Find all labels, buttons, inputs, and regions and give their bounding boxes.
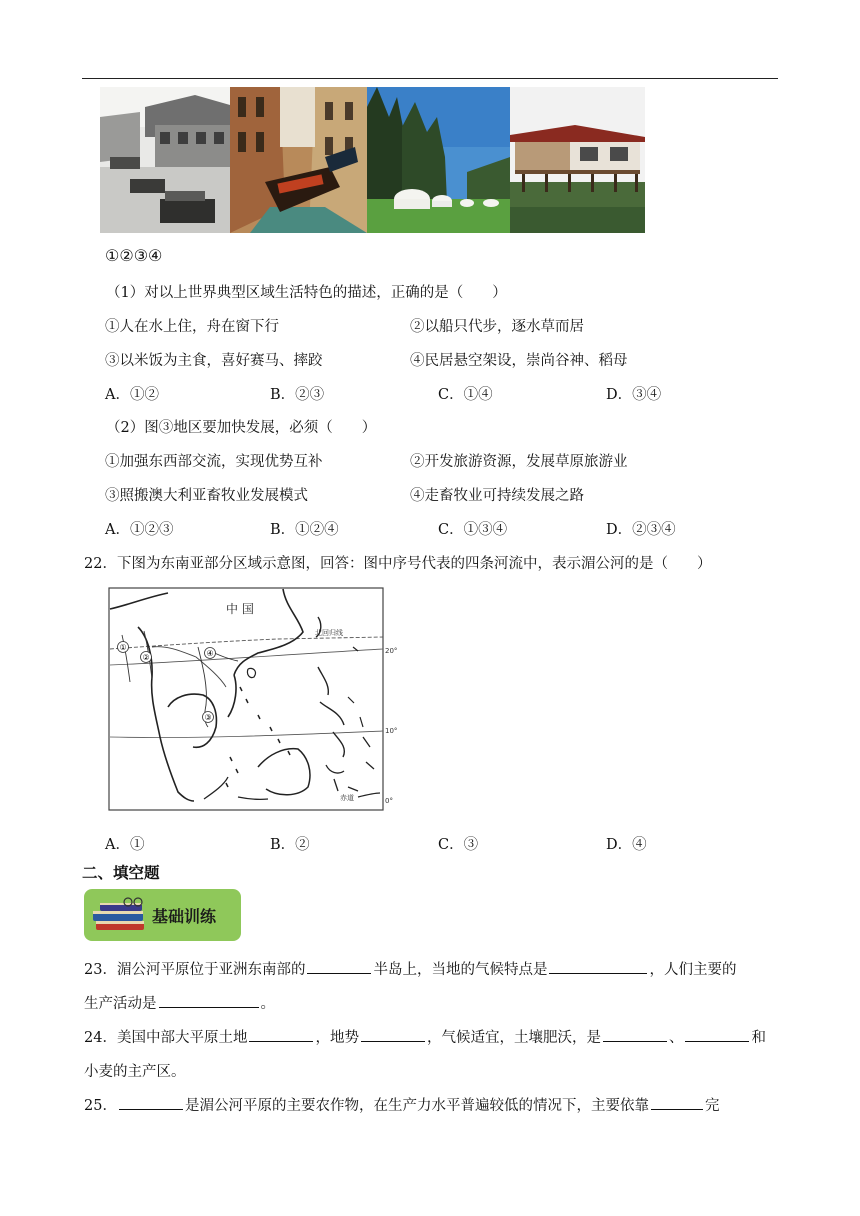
q22-option-a[interactable]: A．①: [105, 837, 145, 853]
q24-blank-crop-2[interactable]: [685, 1027, 749, 1042]
q25-text-3: 完: [704, 1098, 720, 1114]
southeast-asia-map: [108, 587, 398, 811]
badge-basic-training: [84, 889, 241, 941]
map-river-4: ④: [206, 649, 214, 658]
badge-label: 基础训练: [152, 907, 217, 926]
q21-sub1-statement-3: ③以米饭为主食，喜好赛马、摔跤: [105, 353, 323, 369]
q22-option-c[interactable]: C．③: [438, 837, 479, 853]
q23-line2: [84, 992, 275, 1013]
q23-text-5: 。: [260, 996, 275, 1012]
q23-text-4: 生产活动是: [84, 996, 157, 1012]
q25-text-1: 25．: [84, 1098, 117, 1114]
map-lat-10: 10°: [385, 727, 398, 735]
photo-stilt-house: [510, 87, 645, 233]
map-lat-0: 0°: [385, 797, 393, 805]
q21-sub2-option-d[interactable]: D．②③④: [606, 522, 676, 538]
q23-text-3: ，人们主要的: [649, 962, 737, 978]
photo-venice-canal: [230, 87, 367, 233]
q23-text-2: 半岛上，当地的气候特点是: [373, 962, 548, 978]
q21-sub2-statement-4: ④走畜牧业可持续发展之路: [410, 488, 584, 504]
q21-sub1-statement-4: ④民居悬空架设，崇尚谷神、稻母: [410, 353, 628, 369]
q25-line1: [84, 1094, 719, 1115]
photo-numbering: ①②③④: [105, 246, 163, 265]
q21-sub2-option-a[interactable]: A．①②③: [105, 522, 174, 538]
map-lat-20: 20°: [385, 647, 398, 655]
q21-sub1-option-c[interactable]: C．①④: [438, 387, 493, 403]
q22-stem: 22．下图为东南亚部分区域示意图，回答：图中序号代表的四条河流中，表示湄公河的是（ ）: [84, 556, 712, 572]
q24-text-5: 和: [751, 1030, 766, 1046]
q21-sub2-statement-1: ①加强东西部交流，实现优势互补: [105, 454, 323, 470]
q24-text-3: ，气候适宜，土壤肥沃，是: [426, 1030, 601, 1046]
q24-text-2: ，地势: [315, 1030, 359, 1046]
q21-sub2-statement-3: ③照搬澳大利亚畜牧业发展模式: [105, 488, 308, 504]
q24-blank-land[interactable]: [249, 1027, 313, 1042]
q24-blank-crop-1[interactable]: [603, 1027, 667, 1042]
q24-blank-terrain[interactable]: [361, 1027, 425, 1042]
q24-text-6: 小麦的主产区。: [84, 1064, 186, 1080]
q24-text-1: 24．美国中部大平原土地: [84, 1030, 248, 1046]
map-tropic-label: 北回归线: [315, 629, 343, 637]
q21-sub1-stem: （1）对以上世界典型区域生活特色的描述，正确的是（ ）: [106, 285, 507, 301]
map-river-1: ①: [119, 643, 127, 652]
q23-blank-peninsula[interactable]: [307, 959, 371, 974]
map-river-3: ③: [204, 713, 212, 722]
q25-text-2: 是湄公河平原的主要农作物，在生产力水平普遍较低的情况下，主要依靠: [184, 1098, 649, 1114]
q23-blank-climate[interactable]: [549, 959, 647, 974]
q21-sub2-option-c[interactable]: C．①③④: [438, 522, 508, 538]
q23-line1: [84, 958, 736, 979]
books-icon: [90, 897, 150, 937]
q22-option-b[interactable]: B．②: [270, 837, 310, 853]
q21-sub2-stem: （2）图③地区要加快发展，必须（ ）: [106, 420, 377, 436]
q21-sub1-statement-2: ②以船只代步，逐水草而居: [410, 319, 584, 335]
q24-line1: [84, 1026, 766, 1047]
map-river-2: ②: [142, 653, 150, 662]
q25-blank-means[interactable]: [651, 1095, 703, 1110]
q22-option-d[interactable]: D．④: [606, 837, 647, 853]
map-china-label: 中 国: [226, 602, 254, 616]
q25-blank-crop[interactable]: [119, 1095, 183, 1110]
section-fill-blank-title: 二、填空题: [82, 864, 160, 882]
q21-sub1-statement-1: ①人在水上住，舟在窗下行: [105, 319, 279, 335]
q23-blank-activity[interactable]: [159, 993, 259, 1008]
q21-sub1-option-b[interactable]: B．②③: [270, 387, 325, 403]
photo-water-town: [100, 87, 230, 233]
q24-text-4: 、: [668, 1030, 684, 1046]
map-equator-label: 赤道: [340, 794, 354, 802]
photo-yurt-grassland: [367, 87, 510, 233]
q21-sub2-statement-2: ②开发旅游资源，发展草原旅游业: [410, 454, 628, 470]
q23-text-1: 23．湄公河平原位于亚洲东南部的: [84, 962, 306, 978]
header-rule: [82, 78, 778, 79]
q21-sub1-option-d[interactable]: D．③④: [606, 387, 662, 403]
q21-sub1-option-a[interactable]: A．①②: [105, 387, 159, 403]
q21-sub2-option-b[interactable]: B．①②④: [270, 522, 339, 538]
